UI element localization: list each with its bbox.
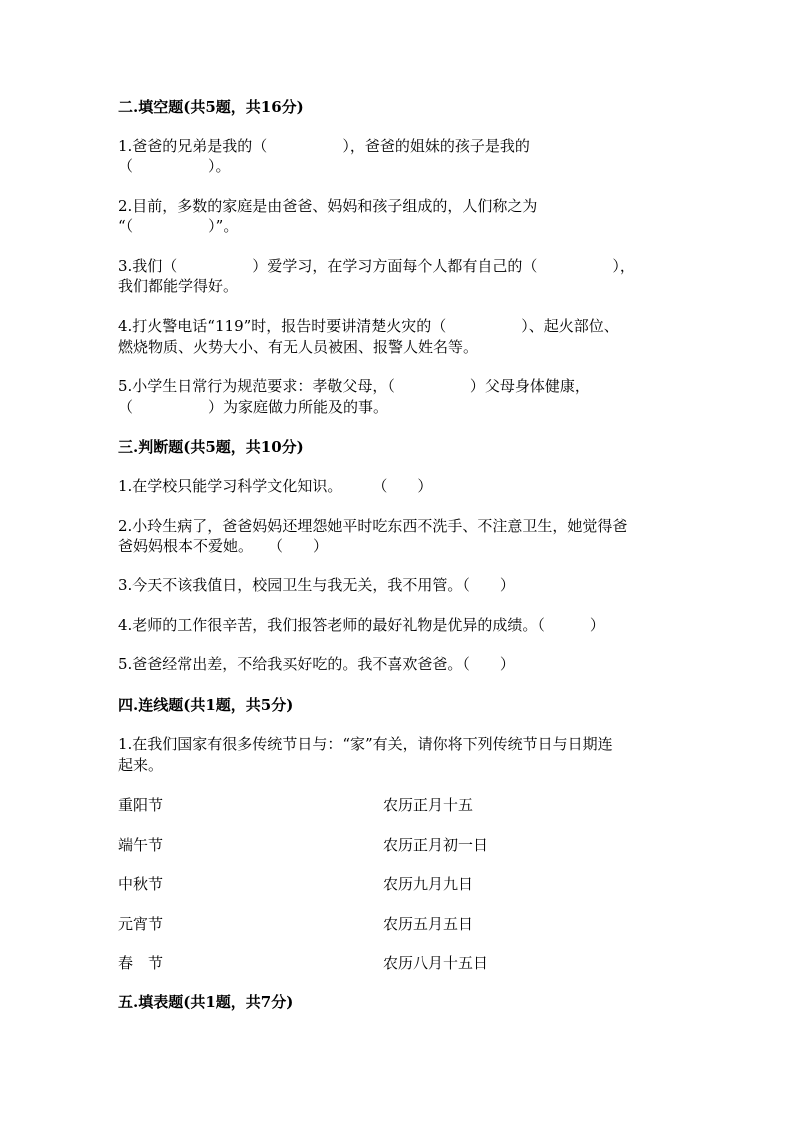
festival-item: 春 节 <box>118 954 164 972</box>
section-table-fill-title: 五.填表题(共1题，共7分) <box>118 993 294 1011</box>
fill-q1-line2: （ ）。 <box>118 157 231 175</box>
festival-item: 端午节 <box>118 836 164 854</box>
fill-q3-line2: 我们都能学得好。 <box>118 277 239 295</box>
date-item: 农历五月五日 <box>383 915 474 933</box>
match-q1-line2: 起来。 <box>118 756 164 774</box>
festival-item: 重阳节 <box>118 796 164 814</box>
tf-q2-line1: 2.小玲生病了，爸爸妈妈还埋怨她平时吃东西不洗手、不注意卫生，她觉得爸 <box>118 517 628 535</box>
tf-q2-line2: 爸妈妈根本不爱她。 （ ） <box>118 537 329 555</box>
tf-q3: 3.今天不该我值日，校园卫生与我无关，我不用管。（ ） <box>118 576 515 594</box>
date-item: 农历正月初一日 <box>383 836 489 854</box>
festival-item: 中秋节 <box>118 875 164 893</box>
date-item: 农历八月十五日 <box>383 954 489 972</box>
fill-q3-line1: 3.我们（ ）爱学习，在学习方面每个人都有自己的（ ）， <box>118 257 635 275</box>
fill-q4-line2: 燃烧物质、火势大小、有无人员被困、报警人姓名等。 <box>118 338 479 356</box>
date-item: 农历九月九日 <box>383 875 474 893</box>
fill-q4-line1: 4.打火警电话“119”时，报告时要讲清楚火灾的（ ）、起火部位、 <box>118 317 619 335</box>
fill-q2-line2: “（ ）”。 <box>118 217 239 235</box>
section-matching-title: 四.连线题(共1题，共5分) <box>118 696 294 714</box>
fill-q2-line1: 2.目前，多数的家庭是由爸爸、妈妈和孩子组成的，人们称之为 <box>118 197 538 215</box>
fill-q5-line2: （ ）为家庭做力所能及的事。 <box>118 398 389 416</box>
tf-q1: 1.在学校只能学习科学文化知识。 （ ） <box>118 477 433 495</box>
section-true-false-title: 三.判断题(共5题，共10分) <box>118 438 304 456</box>
festival-item: 元宵节 <box>118 915 164 933</box>
tf-q5: 5.爸爸经常出差，不给我买好吃的。我不喜欢爸爸。（ ） <box>118 655 515 673</box>
tf-q4: 4.老师的工作很辛苦，我们报答老师的最好礼物是优异的成绩。（ ） <box>118 616 605 634</box>
date-item: 农历正月十五 <box>383 796 474 814</box>
fill-q1-line1: 1.爸爸的兄弟是我的（ ），爸爸的姐妹的孩子是我的 <box>118 137 530 155</box>
fill-q5-line1: 5.小学生日常行为规范要求：孝敬父母，（ ）父母身体健康， <box>118 377 590 395</box>
match-q1-line1: 1.在我们国家有很多传统节日与：“家”有关，请你将下列传统节日与日期连 <box>118 735 613 753</box>
section-fill-blank-title: 二.填空题(共5题，共16分) <box>118 98 304 116</box>
